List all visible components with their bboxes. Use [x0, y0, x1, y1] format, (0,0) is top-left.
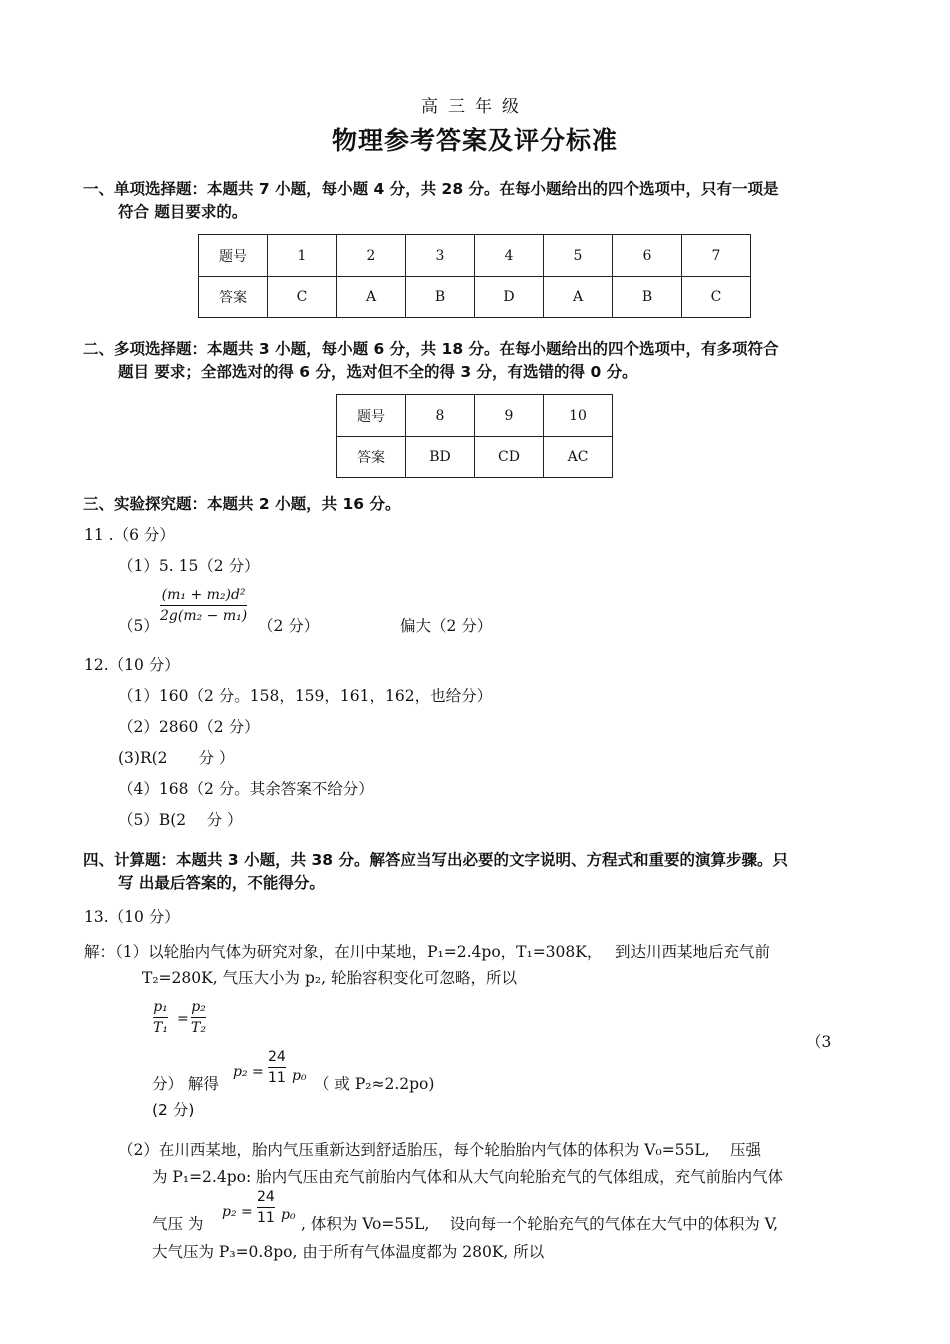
table-header-cell: 答案	[337, 437, 406, 478]
q13-line-7a: 气压 为	[152, 1215, 204, 1233]
table-cell: 10	[544, 395, 613, 437]
eq1-right-fraction	[191, 1000, 206, 1035]
eq3-fraction	[257, 1190, 275, 1225]
section-2-heading: 二、多项选择题：本题共 3 小题，每小题 6 分，共 18 分。在每小题给出的四个选项中，有多项符合	[83, 340, 779, 358]
table-row	[337, 395, 613, 437]
table-cell: 1	[268, 235, 337, 277]
table-row	[337, 437, 613, 478]
q13-line-3a: 分） 解得	[152, 1075, 219, 1093]
table-cell: 2	[337, 235, 406, 277]
q12-part-4: （4）168（2 分。其余答案不给分）	[118, 780, 374, 798]
eq1-left-fraction	[153, 1000, 168, 1035]
eq2-numerator: 24	[268, 1049, 286, 1065]
q11-formula	[160, 588, 247, 623]
table-cell: 5	[544, 235, 613, 277]
table-cell: B	[613, 277, 682, 318]
q12-part-2: （2）2860（2 分）	[118, 718, 260, 736]
q13-line-8: 大气压为 P₃=0.8po, 由于所有气体温度都为 280K, 所以	[152, 1243, 545, 1261]
eq1-numerator: p₁	[153, 999, 168, 1015]
section-4-heading-cont: 写 出最后答案的，不能得分。	[118, 874, 325, 892]
q11-part-5-label: （5）	[118, 617, 159, 635]
eq2-rhs: p₀	[292, 1068, 307, 1084]
answer-table-2	[336, 394, 613, 478]
eq3-denominator: 11	[257, 1210, 275, 1226]
q12-part-5: （5）B(2 分 ）	[118, 811, 243, 829]
table-cell: A	[337, 277, 406, 318]
section-3-heading: 三、实验探究题：本题共 2 小题，共 16 分。	[83, 495, 401, 513]
table-cell: B	[406, 277, 475, 318]
section-2-heading-cont: 题目 要求；全部选对的得 6 分，选对但不全的得 3 分，有选错的得 0 分。	[118, 363, 638, 381]
table-cell: 3	[406, 235, 475, 277]
q13-line-4: (2 分)	[152, 1101, 195, 1119]
table-cell: 8	[406, 395, 475, 437]
fraction-bar	[160, 605, 247, 606]
fraction-bar	[153, 1017, 168, 1018]
table-cell: 4	[475, 235, 544, 277]
table-cell: BD	[406, 437, 475, 478]
eq2-lhs: p₂ =	[233, 1064, 264, 1080]
table-cell: 9	[475, 395, 544, 437]
table-cell: D	[475, 277, 544, 318]
q13-line-5: （2）在川西某地，胎内气压重新达到舒适胎压，每个轮胎胎内气体的体积为 V₀=55L, 压强	[118, 1141, 762, 1159]
page-title: 物理参考答案及评分标准	[331, 126, 618, 155]
q11-part-5-extra: 偏大（2 分）	[400, 617, 493, 635]
table-header-cell: 题号	[337, 395, 406, 437]
table-cell: A	[544, 277, 613, 318]
section-1-heading: 一、单项选择题：本题共 7 小题，每小题 4 分，共 28 分。在每小题给出的四个选项中，只有一项是	[83, 180, 779, 198]
table-cell: 7	[682, 235, 751, 277]
q13-line-1: 解：（1）以轮胎内气体为研究对象，在川中某地，P₁=2.4po，T₁=308K， 到达川西某地后充气前	[84, 943, 771, 961]
grade-label: 高三年级	[421, 97, 529, 117]
table-cell: 6	[613, 235, 682, 277]
fraction-bar	[257, 1207, 275, 1208]
q13-line-3b: （ 或 P₂≈2.2po)	[314, 1075, 435, 1093]
table-cell: C	[268, 277, 337, 318]
q12-part-1: （1）160（2 分。158，159，161，162，也给分）	[118, 687, 493, 705]
formula-numerator: (m₁ + m₂)d²	[161, 587, 246, 603]
q13-score-3: （3	[806, 1033, 832, 1051]
answer-table-1	[198, 234, 751, 318]
eq3-rhs: p₀	[281, 1207, 296, 1223]
eq1-equals: =	[177, 1011, 189, 1027]
eq1-numerator: p₂	[191, 999, 206, 1015]
q13-line-2: T₂=280K, 气压大小为 p₂, 轮胎容积变化可忽略，所以	[142, 969, 517, 987]
q12-part-3: (3)R(2 分 ）	[118, 749, 235, 767]
formula-denominator: 2g(m₂ − m₁)	[160, 608, 248, 624]
q13-line-7b: , 体积为 Vo=55L, 设向每一个轮胎充气的气体在大气中的体积为 V,	[301, 1215, 779, 1233]
eq1-denominator: T₂	[191, 1020, 206, 1036]
q12-heading: 12.（10 分）	[84, 656, 180, 674]
table-cell: C	[682, 277, 751, 318]
q11-heading: 11 .（6 分）	[84, 526, 175, 544]
section-4-heading: 四、计算题：本题共 3 小题，共 38 分。解答应当写出必要的文字说明、方程式和重要的演算步骤。只	[83, 851, 788, 869]
q13-heading: 13.（10 分）	[84, 908, 180, 926]
table-header-cell: 题号	[199, 235, 268, 277]
eq3-lhs: p₂ =	[222, 1204, 253, 1220]
fraction-bar	[191, 1017, 206, 1018]
eq2-denominator: 11	[268, 1070, 286, 1086]
eq1-denominator: T₁	[153, 1020, 168, 1036]
table-row	[199, 235, 751, 277]
table-header-cell: 答案	[199, 277, 268, 318]
fraction-bar	[268, 1067, 286, 1068]
table-row	[199, 277, 751, 318]
table-cell: AC	[544, 437, 613, 478]
q13-line-6: 为 P₁=2.4po: 胎内气压由充气前胎内气体和从大气向轮胎充气的气体组成，充气前胎内气体	[152, 1168, 784, 1186]
q11-part-5-score: （2 分）	[258, 617, 320, 635]
section-1-heading-cont: 符合 题目要求的。	[118, 203, 248, 221]
table-cell: CD	[475, 437, 544, 478]
eq2-fraction	[268, 1050, 286, 1085]
q11-part-1: （1）5. 15（2 分）	[118, 557, 260, 575]
eq3-numerator: 24	[257, 1189, 275, 1205]
